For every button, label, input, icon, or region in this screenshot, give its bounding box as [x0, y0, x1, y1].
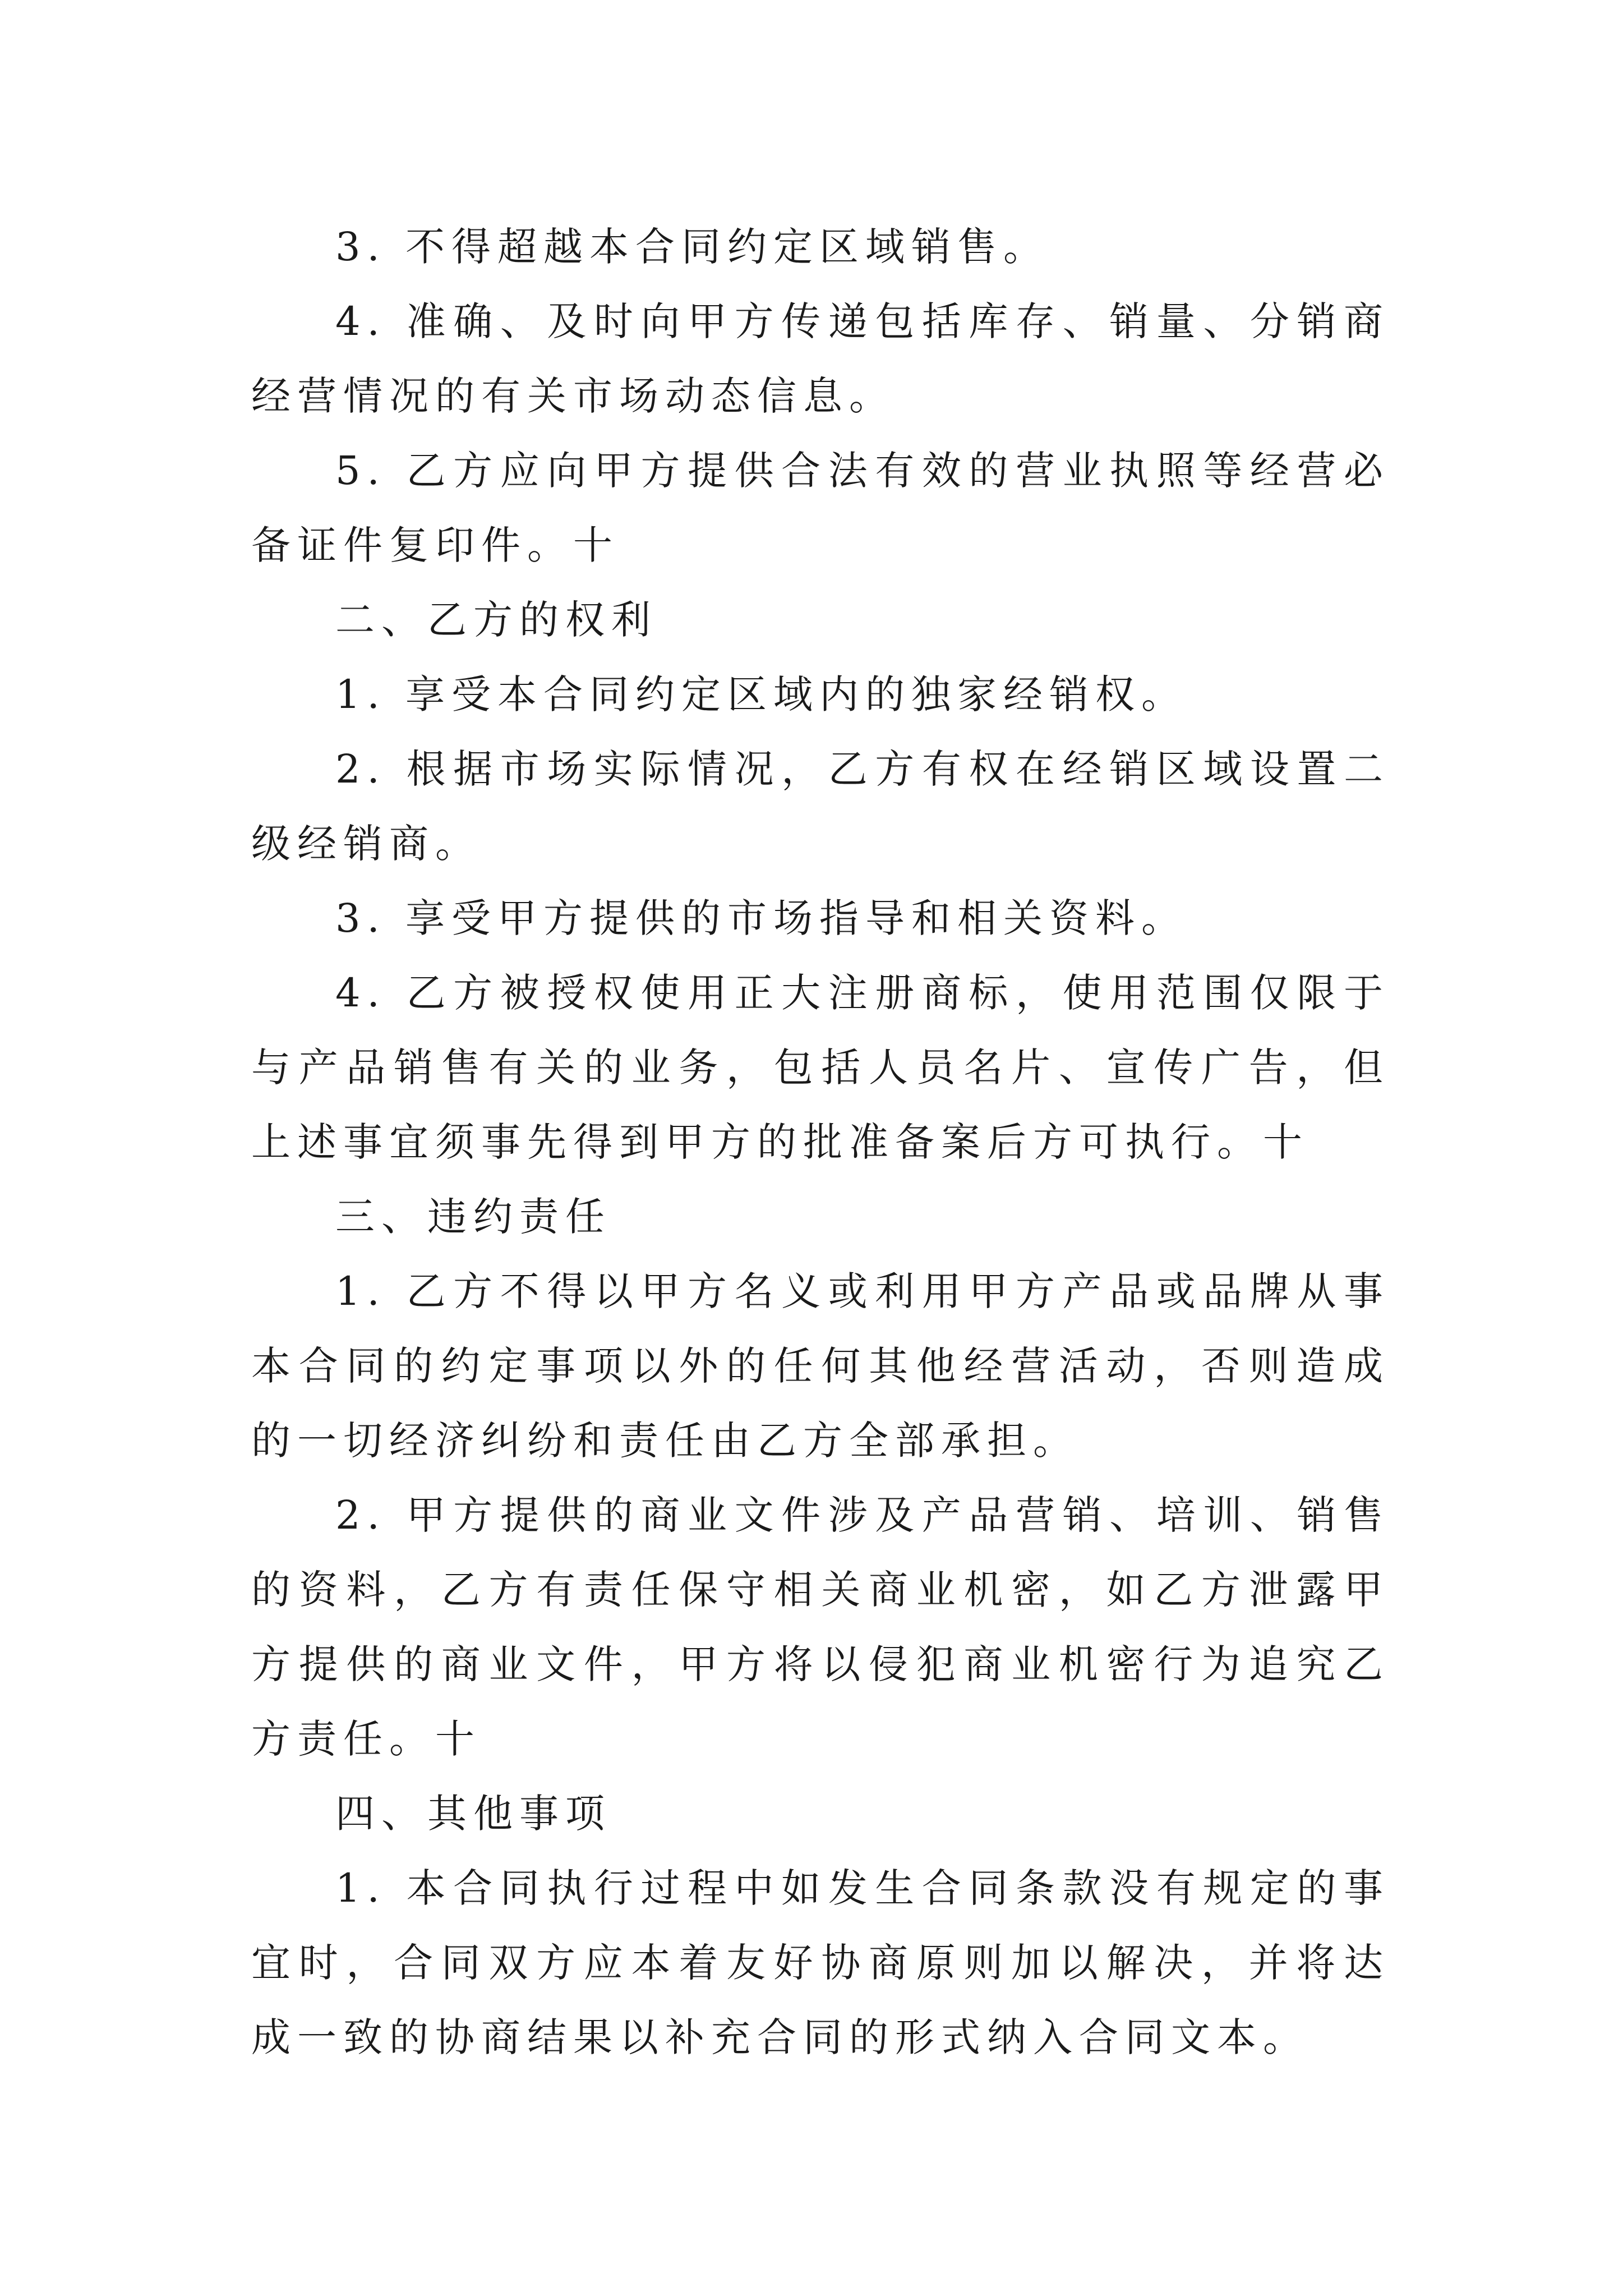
clause-paragraph: 2. 根据市场实际情况，乙方有权在经销区域设置二级经销商。: [251, 746, 1390, 867]
clause-paragraph: 4. 乙方被授权使用正大注册商标，使用范围仅限于与产品销售有关的业务，包括人员名片、宣传广告，但上述事宜须事先得到甲方的批准备案后方可执行。十: [251, 970, 1390, 1165]
section-heading: 二、乙方的权利: [335, 597, 657, 643]
clause-paragraph: 4. 准确、及时向甲方传递包括库存、销量、分销商经营情况的有关市场动态信息。: [251, 298, 1390, 419]
clause-paragraph: 1. 乙方不得以甲方名义或利用甲方产品或品牌从事本合同的约定事项以外的任何其他经营活动，否则造成的一切经济纠纷和责任由乙方全部承担。: [251, 1268, 1390, 1464]
clause-paragraph: 2. 甲方提供的商业文件涉及产品营销、培训、销售的资料，乙方有责任保守相关商业机密，如乙方泄露甲方提供的商业文件，甲方将以侵犯商业机密行为追究乙方责任。十: [251, 1492, 1390, 1762]
section-heading: 四、其他事项: [335, 1791, 611, 1837]
clause-paragraph: 1. 本合同执行过程中如发生合同条款没有规定的事宜时，合同双方应本着友好协商原则加以解决，并将达成一致的协商结果以补充合同的形式纳入合同文本。: [251, 1865, 1390, 2060]
document-body: [251, 210, 1390, 2075]
clause-paragraph: 1. 享受本合同约定区域内的独家经销权。: [335, 671, 1188, 717]
clause-paragraph: 5. 乙方应向甲方提供合法有效的营业执照等经营必备证件复印件。十: [251, 448, 1390, 568]
section-heading: 三、违约责任: [335, 1194, 611, 1240]
clause-paragraph: 3. 享受甲方提供的市场指导和相关资料。: [335, 895, 1188, 941]
clause-paragraph: 3. 不得超越本合同约定区域销售。: [335, 224, 1050, 270]
